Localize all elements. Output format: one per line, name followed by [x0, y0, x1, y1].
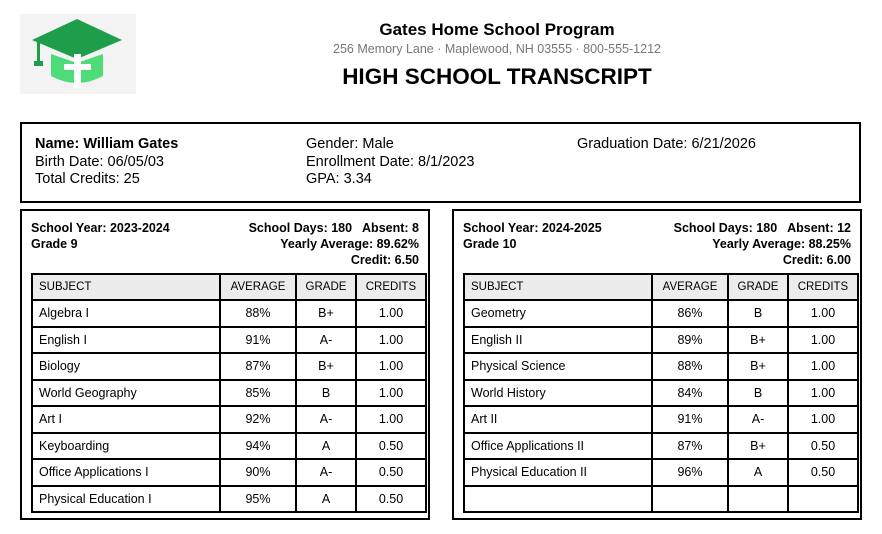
- table-row: [32, 353, 426, 380]
- subject-cell: Art I: [32, 406, 220, 433]
- grade-cell: B+: [728, 433, 788, 460]
- yearly-average: Yearly Average: 89.62%: [280, 237, 419, 251]
- table-row: [464, 327, 858, 354]
- table-row: [464, 459, 858, 486]
- credits-cell: 1.00: [788, 380, 858, 407]
- subject-cell: Physical Education I: [32, 486, 220, 513]
- school-address: 256 Memory Lane · Maplewood, NH 03555 · 800-555-1212: [333, 42, 661, 56]
- grade-cell: B+: [728, 353, 788, 380]
- column-header-credits: CREDITS: [788, 274, 858, 300]
- student-info-col-2: [306, 136, 474, 189]
- grade-cell: B+: [728, 327, 788, 354]
- average-cell: 87%: [220, 353, 296, 380]
- average-cell: 91%: [220, 327, 296, 354]
- subject-cell: World Geography: [32, 380, 220, 407]
- graduation-date: Graduation Date: 6/21/2026: [577, 136, 756, 152]
- gpa: GPA: 3.34: [306, 171, 372, 187]
- year-credit: Credit: 6.00: [782, 253, 851, 267]
- column-header-grade: GRADE: [296, 274, 356, 300]
- column-header-average: AVERAGE: [652, 274, 728, 300]
- subject-cell: Geometry: [464, 300, 652, 327]
- credits-cell: 0.50: [356, 433, 426, 460]
- student-info-col-1: [35, 136, 178, 189]
- grade-cell: [728, 486, 788, 513]
- school-days-absent: School Days: 180 Absent: 8: [248, 221, 419, 235]
- credits-cell: 0.50: [356, 459, 426, 486]
- subject-cell: Algebra I: [32, 300, 220, 327]
- subject-cell: Biology: [32, 353, 220, 380]
- table-row: [32, 459, 426, 486]
- subject-cell: Office Applications I: [32, 459, 220, 486]
- grade-cell: A: [296, 486, 356, 513]
- student-name: Name: William Gates: [35, 136, 179, 152]
- grade-cell: A-: [296, 459, 356, 486]
- credits-cell: 1.00: [356, 406, 426, 433]
- column-header-subject: SUBJECT: [32, 274, 220, 300]
- subject-cell: World History: [464, 380, 652, 407]
- subject-cell: English II: [464, 327, 652, 354]
- grade-cell: B+: [296, 353, 356, 380]
- credits-cell: 1.00: [356, 353, 426, 380]
- grades-table: [31, 273, 427, 513]
- credits-cell: 1.00: [356, 327, 426, 354]
- table-row: [32, 433, 426, 460]
- year-box-2024-2025: [452, 209, 862, 520]
- credits-cell: 0.50: [788, 433, 858, 460]
- subject-cell: Keyboarding: [32, 433, 220, 460]
- student-info-box: [20, 122, 861, 203]
- subject-cell: Art II: [464, 406, 652, 433]
- school-year: School Year: 2024-2025: [463, 221, 602, 235]
- grade-level: Grade 9: [31, 237, 78, 251]
- table-row-empty: [464, 486, 858, 513]
- table-row: [32, 380, 426, 407]
- credits-cell: 0.50: [356, 486, 426, 513]
- column-header-average: AVERAGE: [220, 274, 296, 300]
- average-cell: 88%: [652, 353, 728, 380]
- grade-cell: A-: [296, 327, 356, 354]
- year-box-2023-2024: [20, 209, 430, 520]
- average-cell: 95%: [220, 486, 296, 513]
- column-header-grade: GRADE: [728, 274, 788, 300]
- credits-cell: 1.00: [788, 353, 858, 380]
- grade-cell: A: [728, 459, 788, 486]
- credits-cell: 1.00: [356, 300, 426, 327]
- average-cell: 92%: [220, 406, 296, 433]
- average-cell: 91%: [652, 406, 728, 433]
- school-days-absent: School Days: 180 Absent: 12: [673, 221, 851, 235]
- table-row: [32, 486, 426, 513]
- grade-cell: B: [296, 380, 356, 407]
- document-title: HIGH SCHOOL TRANSCRIPT: [342, 64, 652, 89]
- table-row: [464, 406, 858, 433]
- average-cell: 84%: [652, 380, 728, 407]
- school-name: Gates Home School Program: [379, 20, 615, 39]
- birth-date: Birth Date: 06/05/03: [35, 153, 164, 170]
- grade-cell: A: [296, 433, 356, 460]
- table-header-row: [464, 274, 858, 300]
- subject-cell: Physical Education II: [464, 459, 652, 486]
- grade-level: Grade 10: [463, 237, 517, 251]
- credits-cell: [788, 486, 858, 513]
- student-info-col-3: [577, 136, 756, 154]
- average-cell: 89%: [652, 327, 728, 354]
- grade-cell: A-: [728, 406, 788, 433]
- table-row: [464, 300, 858, 327]
- school-year: School Year: 2023-2024: [31, 221, 170, 235]
- subject-cell: Physical Science: [464, 353, 652, 380]
- average-cell: 87%: [652, 433, 728, 460]
- table-header-row: [32, 274, 426, 300]
- grade-cell: B+: [296, 300, 356, 327]
- column-header-subject: SUBJECT: [464, 274, 652, 300]
- table-row: [464, 433, 858, 460]
- table-row: [32, 327, 426, 354]
- credits-cell: 1.00: [788, 327, 858, 354]
- grade-cell: A-: [296, 406, 356, 433]
- year-credit: Credit: 6.50: [350, 253, 419, 267]
- grades-table: [463, 273, 859, 513]
- credits-cell: 1.00: [788, 406, 858, 433]
- average-cell: 90%: [220, 459, 296, 486]
- average-cell: [652, 486, 728, 513]
- table-row: [32, 406, 426, 433]
- table-row: [32, 300, 426, 327]
- total-credits: Total Credits: 25: [35, 171, 140, 187]
- credits-cell: 1.00: [356, 380, 426, 407]
- enrollment-date: Enrollment Date: 8/1/2023: [306, 153, 475, 170]
- credits-cell: 0.50: [788, 459, 858, 486]
- average-cell: 86%: [652, 300, 728, 327]
- grade-cell: B: [728, 380, 788, 407]
- credits-cell: 1.00: [788, 300, 858, 327]
- table-row: [464, 353, 858, 380]
- grade-cell: B: [728, 300, 788, 327]
- gender: Gender: Male: [306, 136, 394, 152]
- average-cell: 94%: [220, 433, 296, 460]
- average-cell: 96%: [652, 459, 728, 486]
- table-row: [464, 380, 858, 407]
- average-cell: 85%: [220, 380, 296, 407]
- subject-cell: [464, 486, 652, 513]
- average-cell: 88%: [220, 300, 296, 327]
- subject-cell: English I: [32, 327, 220, 354]
- column-header-credits: CREDITS: [356, 274, 426, 300]
- yearly-average: Yearly Average: 88.25%: [712, 237, 851, 251]
- subject-cell: Office Applications II: [464, 433, 652, 460]
